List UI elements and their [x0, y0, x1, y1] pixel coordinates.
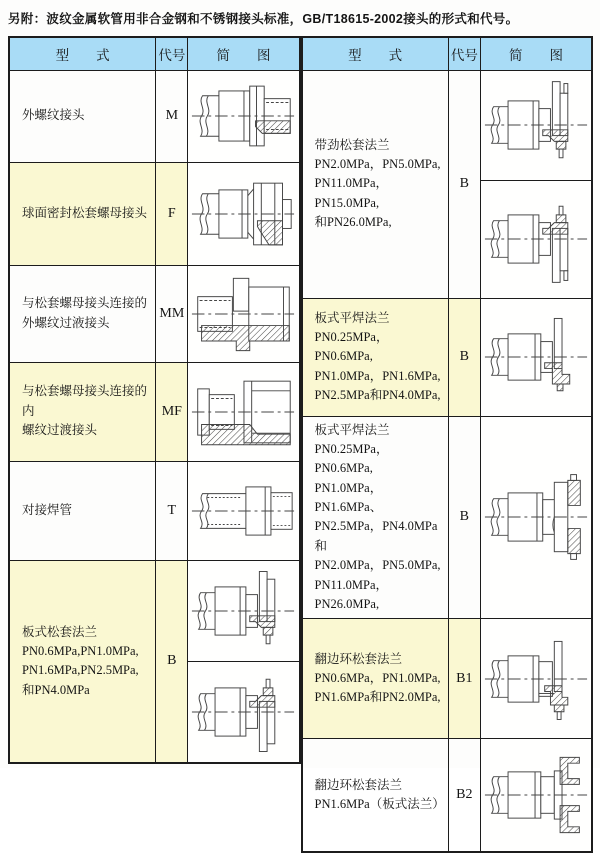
type-cell: 外螺纹接头 — [9, 70, 156, 162]
type-cell: 球面密封松套螺母接头 — [9, 162, 156, 265]
table-row — [302, 70, 593, 180]
diagram-cell — [188, 661, 300, 763]
table-row — [9, 461, 300, 560]
diagram-cell — [188, 560, 300, 661]
table-row — [9, 362, 300, 461]
diagram-cell — [480, 416, 592, 619]
table-row — [302, 619, 593, 739]
code-cell: B — [448, 70, 480, 298]
flanged-ring-plate-flange-diagram-icon — [481, 751, 591, 839]
code-cell: M — [156, 70, 188, 162]
diagram-cell — [480, 739, 592, 852]
type-cell: 与松套螺母接头连接的内 螺纹过渡接头 — [9, 362, 156, 461]
table-row — [9, 70, 300, 162]
female-adapter-diagram-icon — [188, 368, 298, 456]
code-cell: B — [156, 560, 188, 763]
fitting-table-right — [301, 36, 594, 853]
type-cell: 翻边环松套法兰 PN1.6MPa（板式法兰） — [302, 739, 449, 852]
table-header-row — [9, 37, 300, 70]
diagram-cell — [188, 362, 300, 461]
diagram-cell — [188, 70, 300, 162]
table-row — [9, 265, 300, 362]
code-cell: B — [448, 298, 480, 416]
diagram-cell — [480, 180, 592, 298]
code-cell: B1 — [448, 619, 480, 739]
type-cell: 翻边环松套法兰 PN0.6MPa，PN1.0MPa, PN1.6MPa和PN2.0MPa, — [302, 619, 449, 739]
column-header-code: 代号 — [156, 37, 188, 70]
fitting-tables-wrapper — [8, 36, 593, 853]
column-header-type: 型 式 — [302, 37, 449, 70]
code-cell: B2 — [448, 739, 480, 852]
diagram-cell — [188, 265, 300, 362]
diagram-cell — [188, 162, 300, 265]
table-row — [302, 739, 593, 852]
table-header-row — [302, 37, 593, 70]
fitting-table-left — [8, 36, 301, 764]
code-cell: T — [156, 461, 188, 560]
loose-nut-joint-diagram-icon — [188, 170, 298, 258]
code-cell: MF — [156, 362, 188, 461]
type-cell: 带劲松套法兰 PN2.0MPa，PN5.0MPa, PN11.0MPa，PN15.0MPa, 和PN26.0MPa, — [302, 70, 449, 298]
column-header-code: 代号 — [448, 37, 480, 70]
table-row — [9, 560, 300, 661]
necked-loose-flange-up-diagram-icon — [481, 81, 591, 169]
diagram-cell — [480, 298, 592, 416]
necked-loose-flange-down-diagram-icon — [481, 195, 591, 283]
plate-weld-flange-diagram-icon — [481, 313, 591, 401]
table-row — [302, 416, 593, 619]
type-cell: 板式平焊法兰 PN0.25MPa，PN0.6MPa, PN1.0MPa，PN1.6MPa、 PN2.5MPa，PN4.0MPa和 PN2.0MPa，PN5.0MPa, PN11.0MPa，PN26.0MPa, — [302, 416, 449, 619]
type-cell: 对接焊管 — [9, 461, 156, 560]
male-thread-joint-diagram-icon — [188, 72, 298, 160]
table-row — [302, 298, 593, 416]
column-header-type: 型 式 — [9, 37, 156, 70]
diagram-cell — [188, 461, 300, 560]
weld-neck-flange-diagram-icon — [481, 473, 591, 561]
type-cell: 板式松套法兰 PN0.6MPa,PN1.0MPa, PN1.6MPa,PN2.5MPa, 和PN4.0MPa — [9, 560, 156, 763]
diagram-cell — [480, 70, 592, 180]
intro-note: 另附：波纹金属软管用非合金钢和不锈钢接头标准，GB/T18615-2002接头的形式和代号。 — [8, 12, 519, 26]
type-cell: 与松套螺母接头连接的 外螺纹过液接头 — [9, 265, 156, 362]
type-cell: 板式平焊法兰 PN0.25MPa，PN0.6MPa, PN1.0MPa，PN1.6MPa, PN2.5MPa和PN4.0MPa, — [302, 298, 449, 416]
code-cell: F — [156, 162, 188, 265]
code-cell: B — [448, 416, 480, 619]
column-header-diagram: 简 图 — [480, 37, 592, 70]
butt-weld-pipe-diagram-icon — [188, 467, 298, 555]
plate-loose-flange-up-diagram-icon — [188, 567, 298, 655]
diagram-cell — [480, 619, 592, 739]
code-cell: MM — [156, 265, 188, 362]
table-row — [9, 162, 300, 265]
flanged-ring-flange-diagram-icon — [481, 635, 591, 723]
column-header-diagram: 简 图 — [188, 37, 300, 70]
plate-loose-flange-down-diagram-icon — [188, 668, 298, 756]
male-adapter-diagram-icon — [188, 270, 298, 358]
